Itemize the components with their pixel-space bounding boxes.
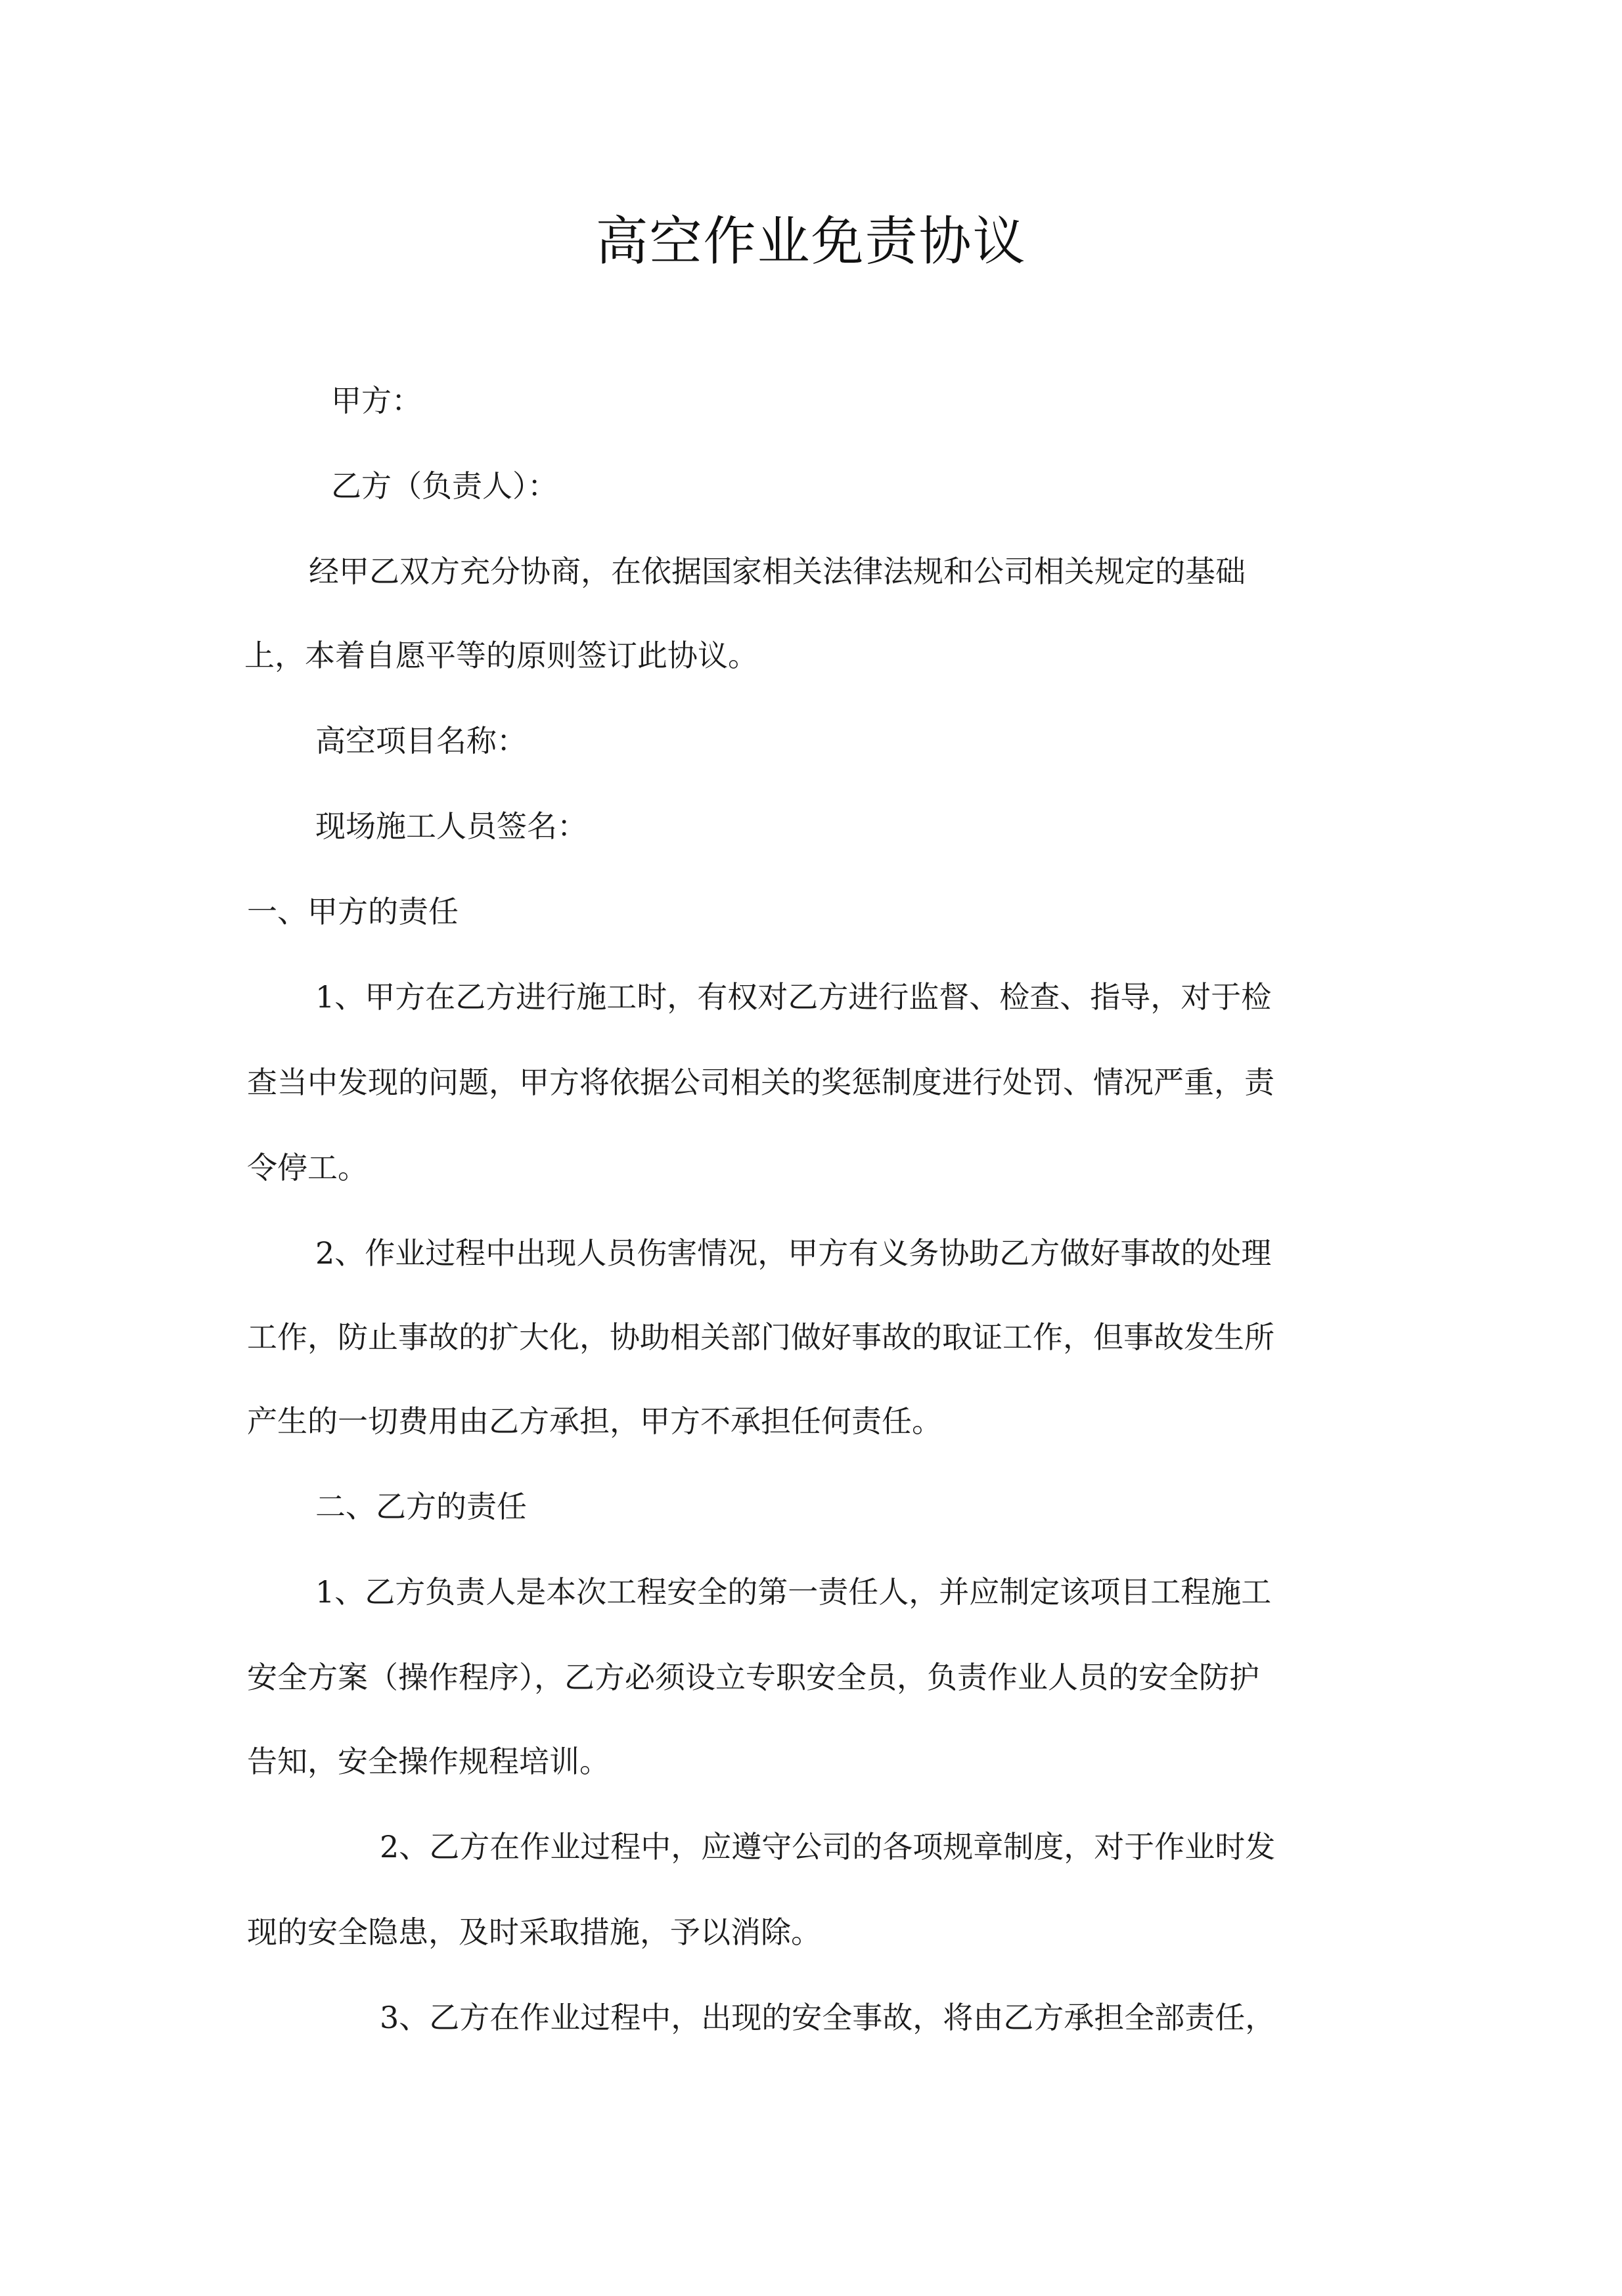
intro-line-1: 经甲乙双方充分协商，在依据国家相关法律法规和公司相关规定的基础 [309,554,1246,589]
party-a-line: 甲方： [331,383,422,418]
party-b-line: 乙方（负责人）： [331,468,558,504]
clause-b1-line-2: 安全方案（操作程序），乙方必须设立专职安全员，负责作业人员的安全防护 [247,1660,1259,1695]
clause-a1-line-3: 令停工。 [247,1150,368,1185]
clause-b2-line-1: 2、乙方在作业过程中，应遵守公司的各项规章制度，对于作业时发 [380,1829,1276,1865]
section-heading-party-a: 一、甲方的责任 [247,894,459,929]
clause-b2-line-2: 现的安全隐患，及时采取措施，予以消除。 [247,1914,821,1950]
clause-b1-line-1: 1、乙方负责人是本次工程安全的第一责任人，并应制定该项目工程施工 [315,1574,1272,1610]
clause-a2-line-3: 产生的一切费用由乙方承担，甲方不承担任何责任。 [247,1403,942,1439]
project-name-line: 高空项目名称： [315,723,527,759]
intro-line-2: 上，本着自愿平等的原则签订此协议。 [244,638,758,673]
clause-a1-line-1: 1、甲方在乙方进行施工时，有权对乙方进行监督、检查、指导，对于检 [315,979,1272,1015]
clause-a1-line-2: 查当中发现的问题，甲方将依据公司相关的奖惩制度进行处罚、情况严重，责 [247,1065,1274,1100]
signature-line: 现场施工人员签名： [315,808,587,844]
clause-b3-line-1: 3、乙方在作业过程中，出现的安全事故，将由乙方承担全部责任， [380,2000,1276,2035]
clause-b1-line-3: 告知，安全操作规程培训。 [247,1744,610,1779]
section-heading-party-b: 二、乙方的责任 [315,1489,527,1524]
clause-a2-line-2: 工作，防止事故的扩大化，协助相关部门做好事故的取证工作，但事故发生所 [247,1319,1274,1355]
clause-a2-line-1: 2、作业过程中出现人员伤害情况，甲方有义务协助乙方做好事故的处理 [315,1235,1272,1271]
document-title: 高空作业免责协议 [595,211,1027,272]
